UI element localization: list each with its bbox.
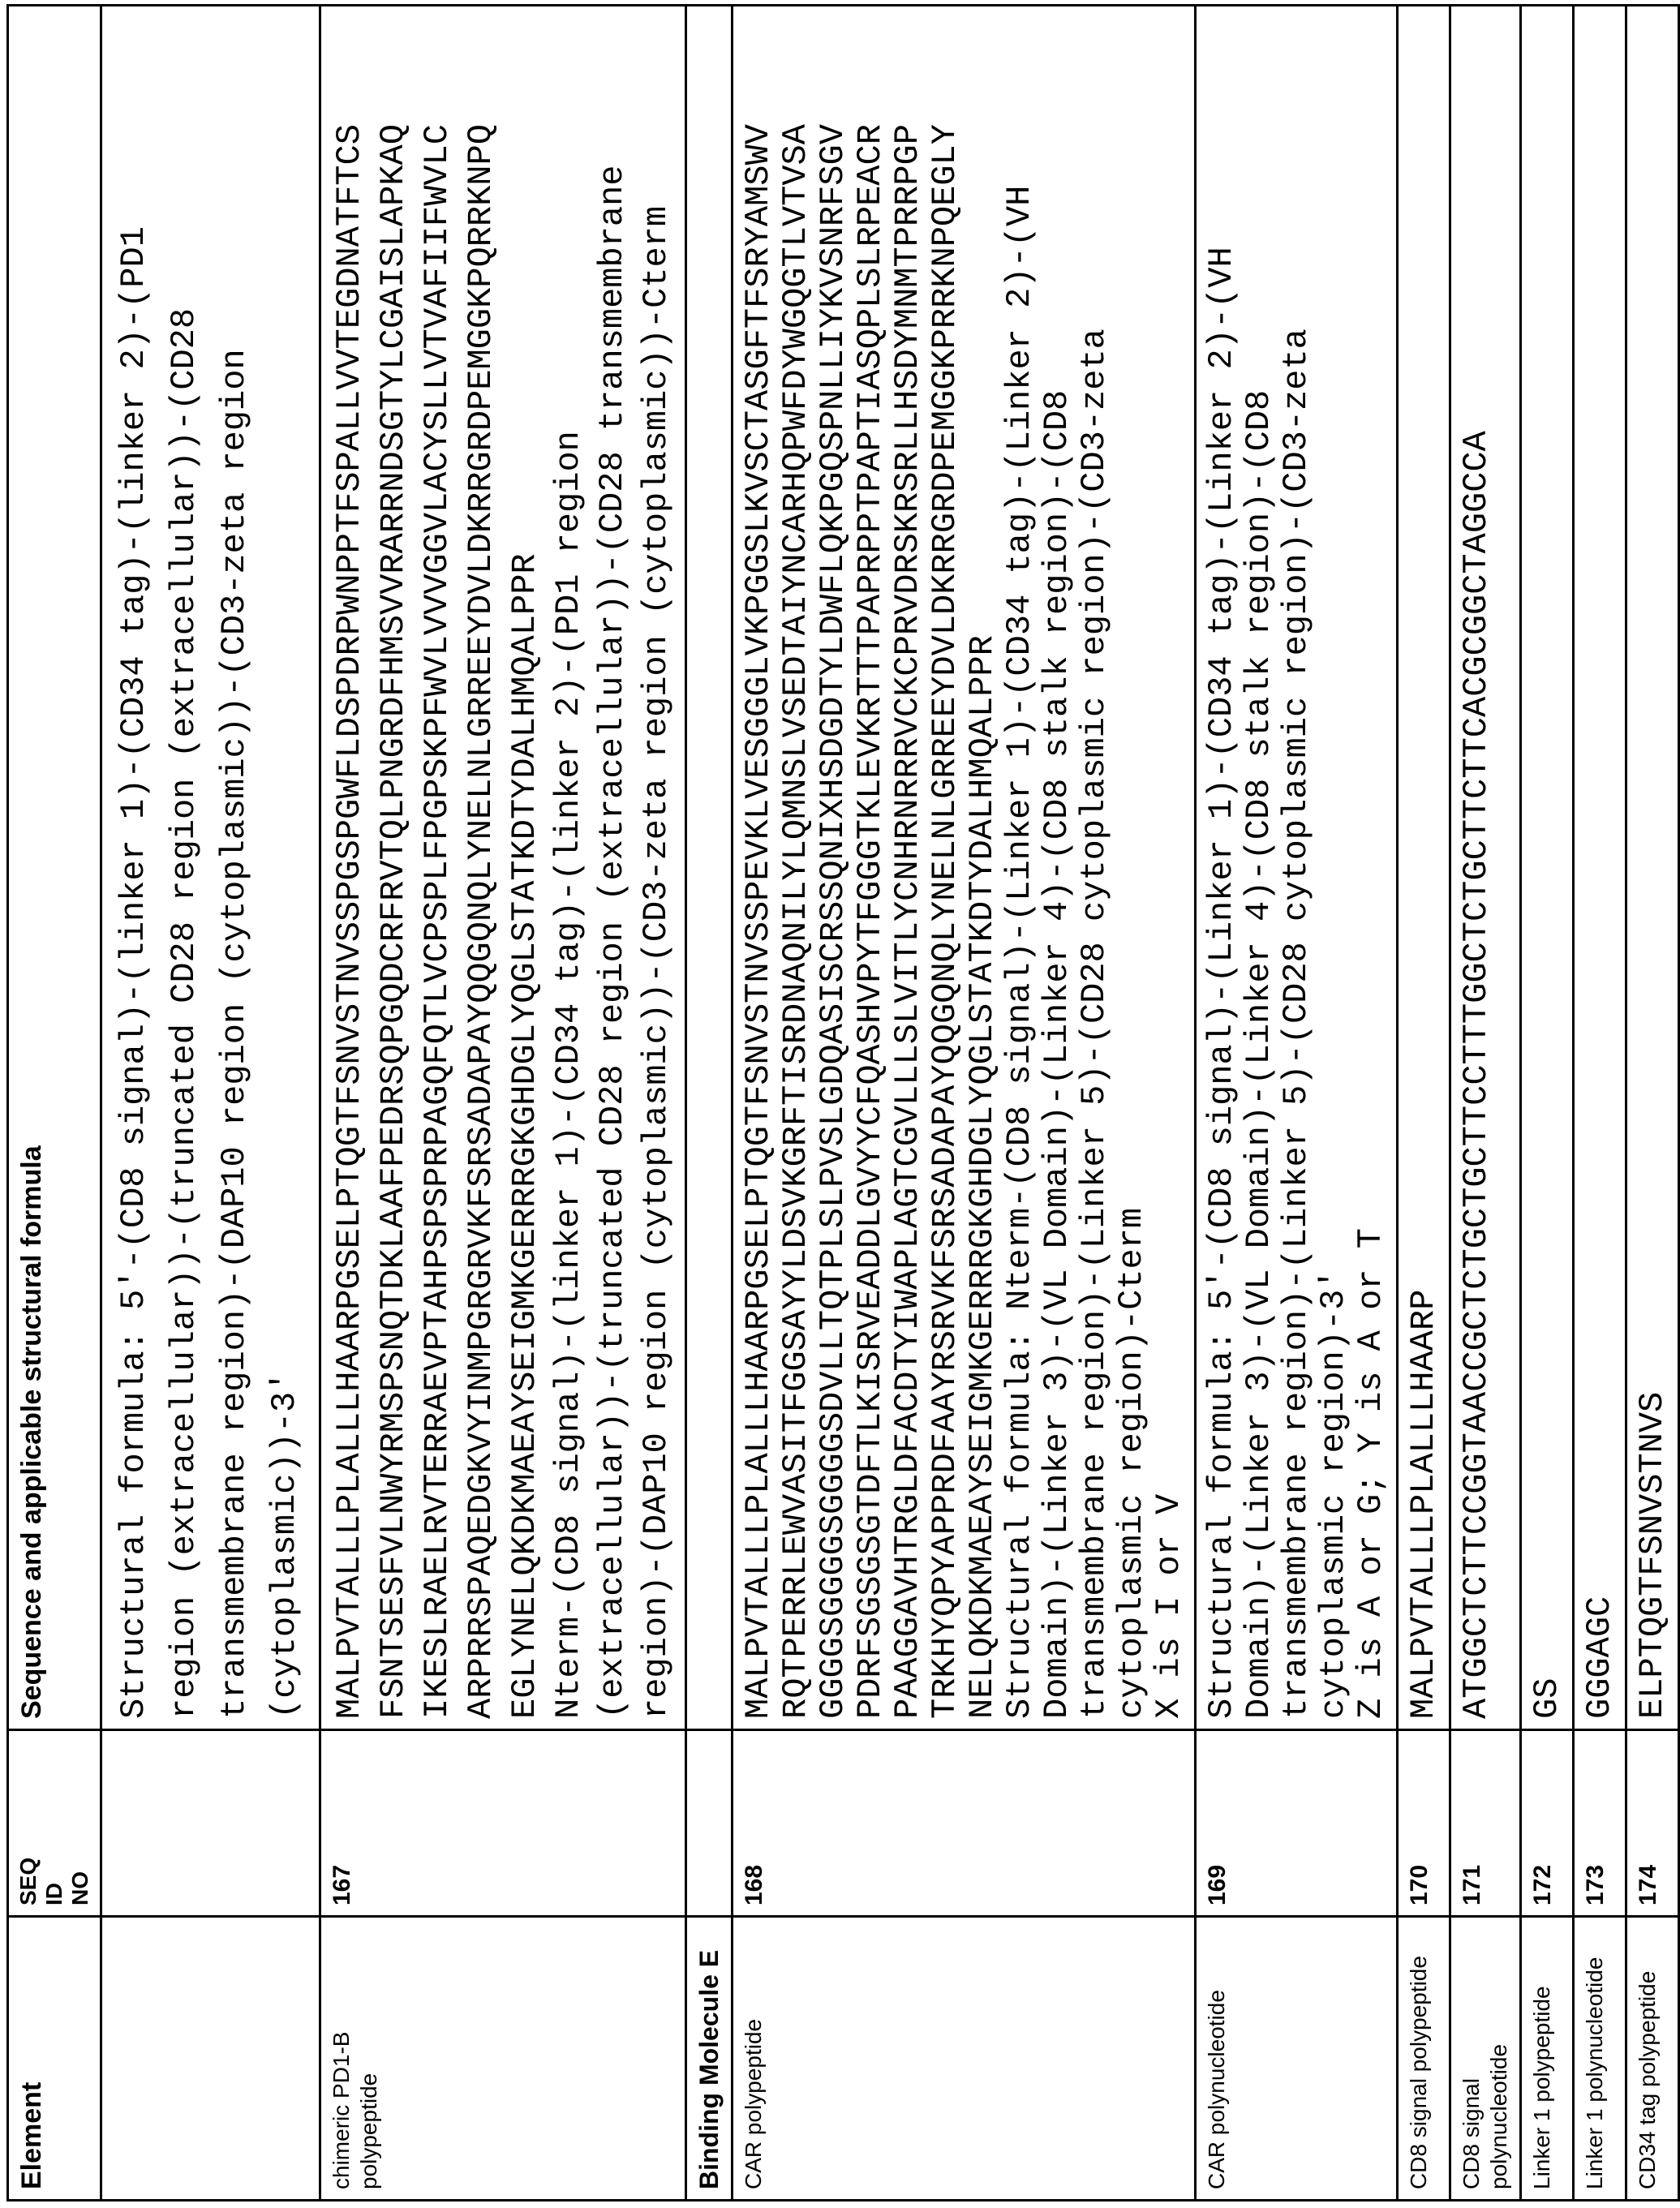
table-row (320, 6, 686, 2201)
table-row (1196, 6, 1398, 2201)
sequence-cell: MALPVTALLLPLALLLHAARPGSELPTQGTFSNVSTNVSSPGSPGWFLDSPDRPWNPPTFSPALLVVTEGDNATFTCS FSNTSESFVLNWYRMSPSNQTDKLAAFPEDRSQPGQDCRFRVTQLPNGRDFHMSVVRARRNDSGTYLCGAISLAPKAQ IKESLRAELRVTERRAEVPTAHPSPSPRPAGQFQTLVCPSPLFPGPSKPFWVLVVVGGVLACYSLLVTVAFIIFWVLC ARPRRSPAQEDGKVYINMPGRGRVKFSRSADAPAYQQGQNQLYNELNLGRREEYDVLDKRRGRDPEMGGKPQRRKNPQ EGLYNELQKDKMAEAYSEIGMKGERRRGKGHDGLYQGLSTATKDTYDALHMQALPPR Nterm-(CD8 signal)-(linker 1)-(CD34 tag)-(linker 2)-(PD1 region (extracellular))-(truncated CD28 region (extracellular))-(CD28 transmembrane region)-(DAP10 region (cytoplasmic))-(CD3-zeta region (cytoplasmic))-Cterm (320, 6, 686, 1730)
table-row (1398, 6, 1450, 2201)
header-row (8, 6, 101, 2201)
element-cell: Linker 1 polypeptide (1521, 1917, 1574, 2201)
sequence-cell: Structural formula: 5'-(CD8 signal)-(linker 1)-(CD34 tag)-(linker 2)-(PD1 region (extracellular))-(truncated CD28 region (extracellular))-(CD28 transmembrane region)-(DAP10 region (cytoplasmic))-(CD3-zeta region (cytoplasmic))-3' (101, 6, 320, 1730)
seq-id-cell: 171 (1450, 1730, 1521, 1917)
seq-id-cell: 173 (1574, 1730, 1626, 1917)
col-header-sequence: Sequence and applicable structural formula (8, 6, 101, 1730)
table-row (1450, 6, 1521, 2201)
seq-id-cell: 169 (1196, 1730, 1398, 1917)
seq-id-cell: 168 (733, 1730, 1196, 1917)
table-row (733, 6, 1196, 2201)
sequence-cell: ELPTQGTFSNVSTNVS (1626, 6, 1679, 1730)
seq-id-cell: 170 (1398, 1730, 1450, 1917)
sequence-cell: MALPVTALLLPLALLLHAARPGSELPTQGTFSNVSTNVSSPEVKLVESGGGLVKPGGSLKVSCTASGFTFSRYAMSWV RQTPERRLEWVASITFGGSAYYLDSVKGRFTISRDNAQNILYLQMNSLVSEDTAIYNCARHQPWFDYWGQGTLVTVSA GGGGSGGGGSGGGGSDVLLTQTPLSLPVSLGDQASISCRSSQNIXHSDGDTYLDWFLQKPGQSPNLLIYKVSNRFSGV PDRFSGSGSGTDFTLKISRVEADDLGVYYCFQASHVPYTFGGGTKLEVKRTTTPAPRPPTPAPTIASQPLSLRPEACR PAAGGAVHTRGLDFACDTYIWAPLAGTCGVLLLSLVITLYCNHRNRRRVCKCPRVDRSKRSRLLHSDYMNMTPRRPGP TRKHYQPYAPPRDFAAYRSRVKFSRSADAPAYQQGQNQLYNELNLGRREEYDVLDKRRGRDPEMGGKPRRKNPQEGLY NELQKDKMAEAYSEIGMKGERRRGKGHDGLYQGLSTATKDTYDALHMQALPPR Structural formula: Nterm-(CD8 signal)-(Linker 1)-(CD34 tag)-(Linker 2)-(VH Domain)-(Linker 3)-(VL Domain)-(Linker 4)-(CD8 stalk region)-(CD8 transmembrane region)-(Linker 5)-(CD28 cytoplasmic region)-(CD3-zeta cytoplasmic region)-Cterm X is I or V (733, 6, 1196, 1730)
seq-id-cell (101, 1730, 320, 1917)
sequence-cell: ATGGCTCTTCCGGTAACCGCTCTGCTGCTTCCTTTGGCTCTGCTTCTTCACGCGGCTAGGCCA (1450, 6, 1521, 1730)
table-row (101, 6, 320, 2201)
section-header-row (686, 6, 733, 2201)
seq-id-cell (686, 1730, 733, 1917)
element-cell: chimeric PD1-B polypeptide (320, 1917, 686, 2201)
sequence-cell: GGGAGC (1574, 6, 1626, 1730)
sequence-cell: Structural formula: 5'-(CD8 signal)-(Linker 1)-(CD34 tag)-(Linker 2)-(VH Domain)-(Linker 3)-(VL Domain)-(Linker 4)-(CD8 stalk region)-(CD8 transmembrane region)-(Linker 5)-(CD28 cytoplasmic region)-(CD3-zeta cytoplasmic region)-3' Z is A or G; Y is A or T (1196, 6, 1398, 1730)
element-cell (101, 1917, 320, 2201)
element-cell: CAR polynucleotide (1196, 1917, 1398, 2201)
seq-id-cell: 167 (320, 1730, 686, 1917)
element-cell: Binding Molecule E (686, 1917, 733, 2201)
col-header-seq-id: SEQ ID NO (8, 1730, 101, 1917)
element-cell: Linker 1 polynucleotide (1574, 1917, 1626, 2201)
element-cell: CAR polypeptide (733, 1917, 1196, 2201)
element-cell: CD8 signal polypeptide (1398, 1917, 1450, 2201)
col-header-element: Element (8, 1917, 101, 2201)
sequence-cell: MALPVTALLLPLALLLHAARP (1398, 6, 1450, 1730)
sequence-cell (686, 6, 733, 1730)
sequence-cell: GS (1521, 6, 1574, 1730)
table-row (1626, 6, 1679, 2201)
seq-id-cell: 172 (1521, 1730, 1574, 1917)
element-cell: CD8 signal polynucleotide (1450, 1917, 1521, 2201)
seq-id-cell: 174 (1626, 1730, 1679, 1917)
sequence-table (6, 4, 1680, 2202)
table-row (1574, 6, 1626, 2201)
table-row (1521, 6, 1574, 2201)
element-cell: CD34 tag polypeptide (1626, 1917, 1679, 2201)
